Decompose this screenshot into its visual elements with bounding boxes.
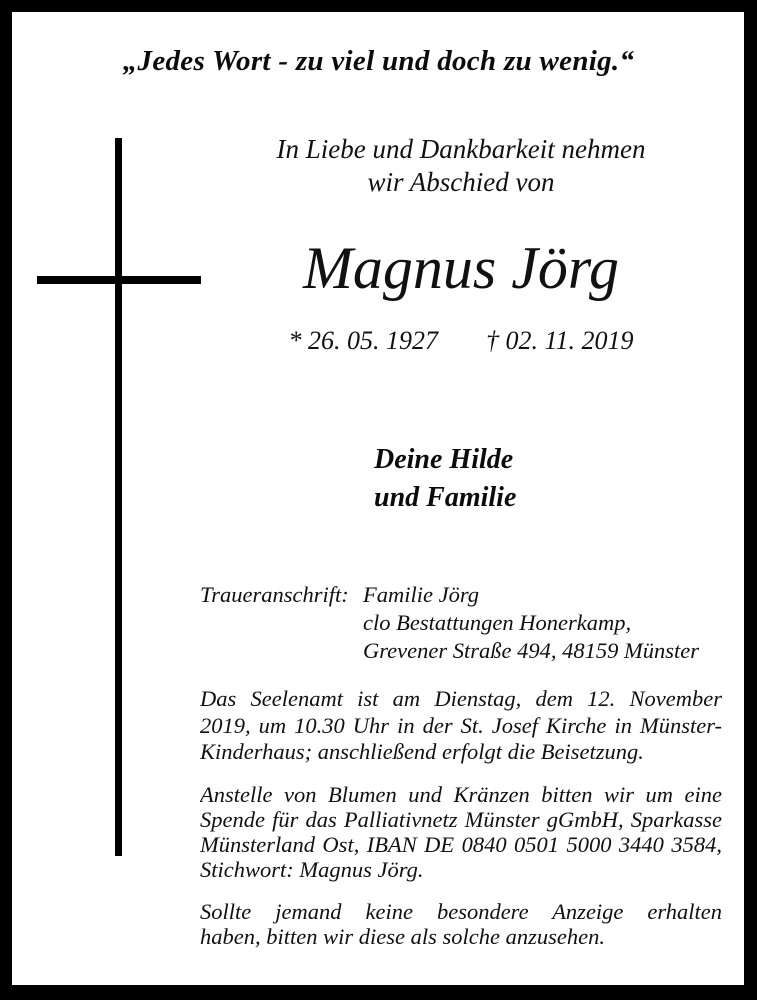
service-paragraph [200, 686, 722, 766]
donation-line-1: Anstelle von Blumen und Kränzen bitten wir um eine [200, 782, 722, 807]
cross-horizontal-bar [37, 276, 201, 284]
family-signature-line-2: und Familie [374, 482, 517, 513]
closing-notice-paragraph [200, 899, 722, 949]
cross-vertical-bar [115, 138, 122, 856]
birth-date: * 26. 05. 1927 [288, 326, 438, 355]
deceased-name: Magnus Jörg [302, 235, 620, 301]
mourning-address [200, 581, 699, 665]
farewell-intro-line-2: wir Abschied von [367, 167, 555, 197]
donation-line-3: Münsterland Ost, IBAN DE 0840 0501 5000 3440 3584, [200, 832, 722, 857]
donation-line-2: Spende für das Palliativnetz Münster gGmbH, Sparkasse [200, 807, 722, 832]
mourning-address-line-1: Familie Jörg [363, 582, 480, 607]
mourning-address-lines [363, 581, 699, 665]
service-line-1: Das Seelenamt ist am Dienstag, dem 12. November [200, 686, 722, 711]
farewell-intro [200, 133, 722, 199]
donation-paragraph [200, 782, 722, 882]
closing-line-1: Sollte jemand keine besondere Anzeige erhalten [200, 899, 722, 924]
epigraph-quote: „Jedes Wort - zu viel und doch zu wenig.“ [122, 45, 635, 77]
service-line-3: Kinderhaus; anschließend erfolgt die Beisetzung. [200, 739, 644, 764]
service-line-2: 2019, um 10.30 Uhr in der St. Josef Kirche in Münster- [200, 712, 722, 738]
mourning-address-label: Traueranschrift: [200, 582, 349, 607]
death-date: † 02. 11. 2019 [485, 326, 634, 355]
mourning-address-line-2: clo Bestattungen Honerkamp, [363, 610, 632, 635]
farewell-intro-line-1: In Liebe und Dankbarkeit nehmen [276, 134, 646, 164]
donation-line-4: Stichwort: Magnus Jörg. [200, 857, 424, 882]
family-signature [374, 441, 516, 517]
mourning-address-line-3: Grevener Straße 494, 48159 Münster [363, 638, 699, 663]
closing-line-2: haben, bitten wir diese als solche anzusehen. [200, 924, 605, 949]
family-signature-line-1: Deine Hilde [374, 444, 514, 475]
life-dates [200, 326, 722, 356]
